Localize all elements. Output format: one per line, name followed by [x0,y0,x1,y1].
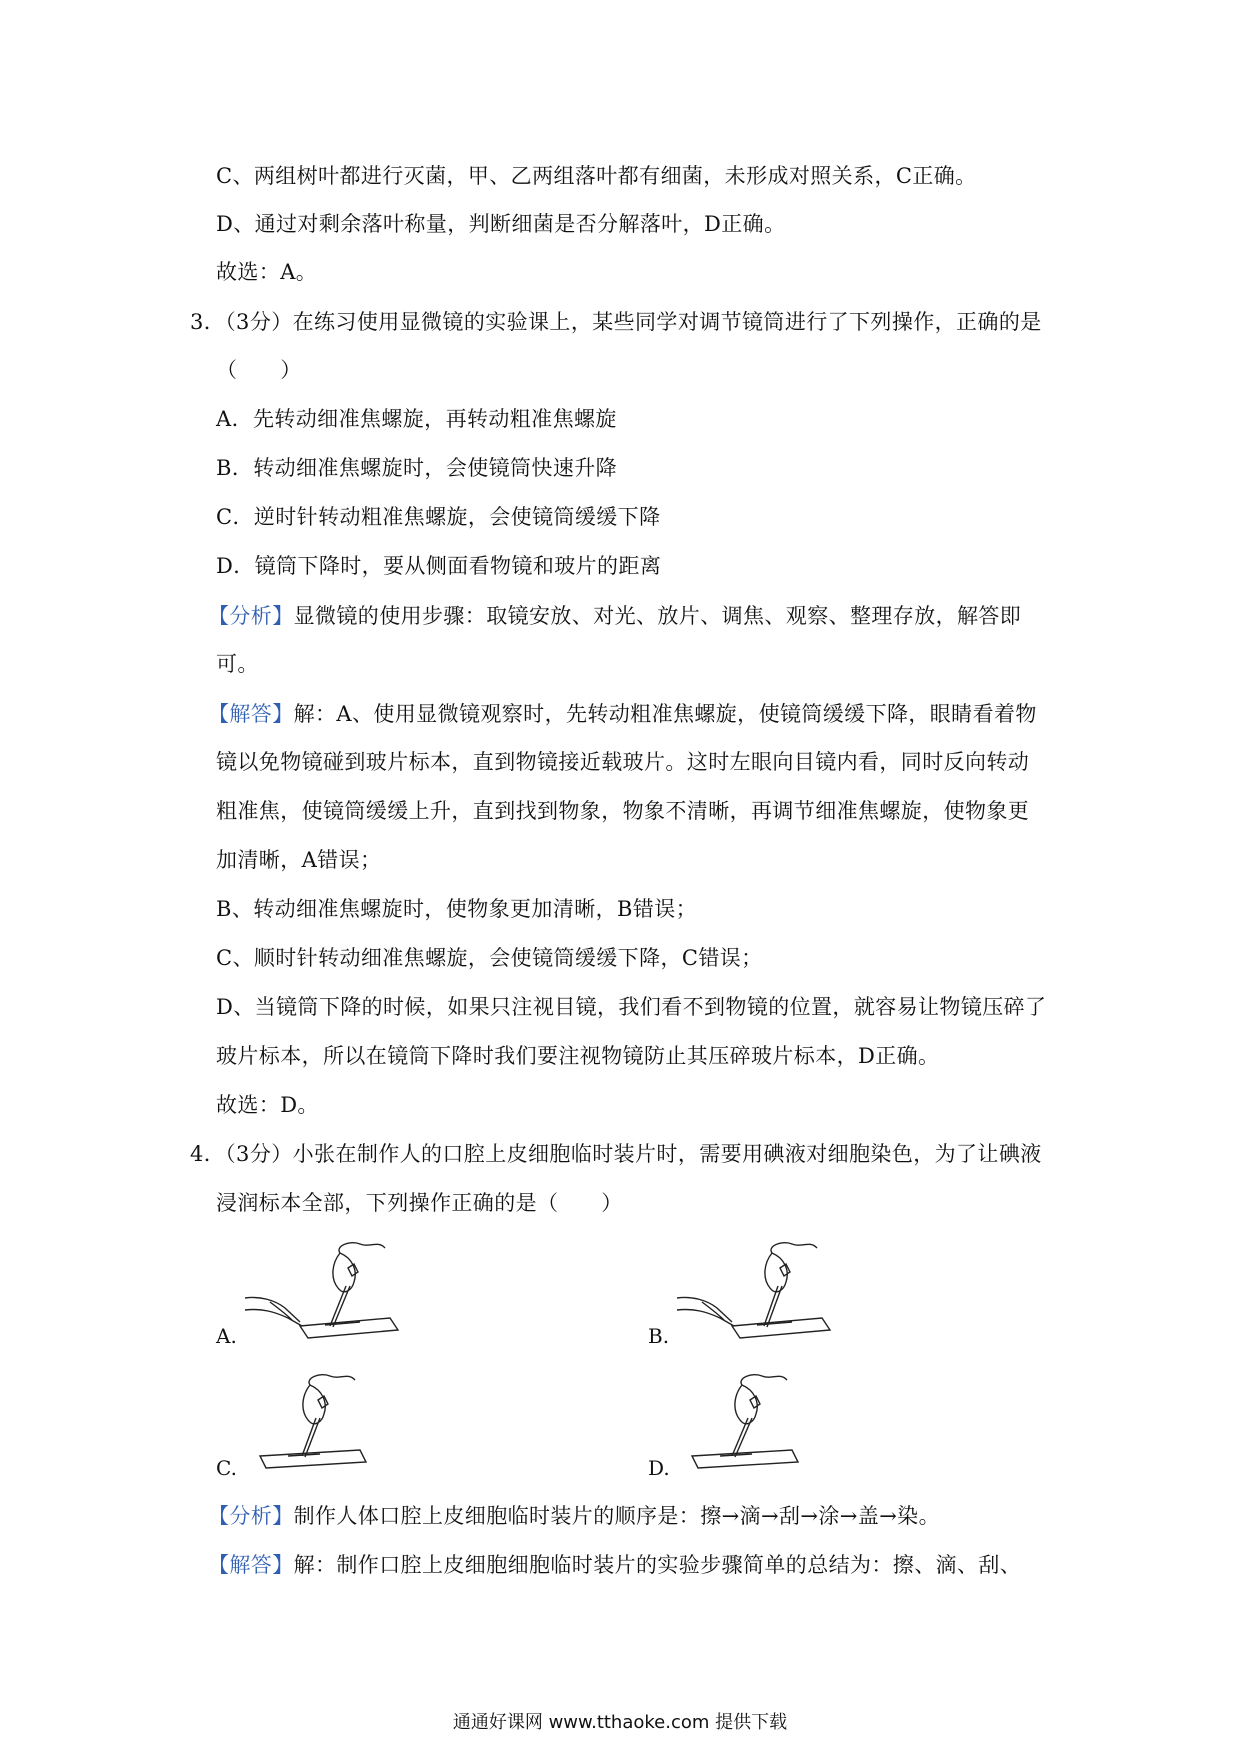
q4-option-label-b: B. [648,1324,670,1348]
q4-solution-line-1 [208,1551,1021,1579]
q3-solution-tag: 【解答】 [208,702,294,726]
q4-stem-line-2: 浸润标本全部，下列操作正确的是（ ） [216,1191,623,1215]
q4-solution-tag: 【解答】 [208,1553,294,1577]
q4-option-label-c: C. [216,1456,237,1480]
q3-solution-line-c: C、顺时针转动细准焦螺旋，会使镜筒缓缓下降，C错误； [216,946,763,970]
q4-figure-d [672,1370,842,1480]
q3-option-b: B．转动细准焦螺旋时，会使镜筒快速升降 [216,456,618,480]
prev-solution-line-c: C、两组树叶都进行灭菌，甲、乙两组落叶都有细菌，未形成对照关系，C正确。 [216,164,977,188]
q3-solution-line-2: 镜以免物镜碰到玻片标本，直到物镜接近载玻片。这时左眼向目镜内看，同时反向转动 [216,750,1030,774]
q3-solution-line-3: 粗准焦，使镜筒缓缓上升，直到找到物象，物象不清晰，再调节细准焦螺旋，使物象更 [216,799,1030,823]
q4-analysis-text: 制作人体口腔上皮细胞临时装片的顺序是：擦→滴→刮→涂→盖→染。 [293,1504,940,1528]
q4-option-label-a: A. [216,1324,237,1348]
q3-analysis-line-1 [208,602,1021,630]
q3-option-c: C．逆时针转动粗准焦螺旋，会使镜筒缓缓下降 [216,505,661,529]
q3-analysis-text: 显微镜的使用步骤：取镜安放、对光、放片、调焦、观察、整理存放，解答即 [293,604,1022,628]
q3-analysis-tag: 【分析】 [208,604,294,628]
q3-option-d: D．镜筒下降时，要从侧面看物镜和玻片的距离 [216,554,662,578]
q3-solution-text: 解：A、使用显微镜观察时，先转动粗准焦螺旋，使镜筒缓缓下降，眼睛看着物 [293,702,1037,726]
q4-figure-b [672,1238,842,1348]
q4-figure-c [240,1370,410,1480]
q4-figure-a [240,1238,410,1348]
q3-stem-line-2: （ ） [216,358,302,382]
q3-solution-line-b: B、转动细准焦螺旋时，使物象更加清晰，B错误； [216,897,698,921]
page-footer: 通通好课网 www.tthaoke.com 提供下载 [452,1712,788,1733]
q3-option-a: A．先转动细准焦螺旋，再转动粗准焦螺旋 [216,407,617,431]
q4-analysis-tag: 【分析】 [208,1504,294,1528]
q3-answer: 故选：D。 [216,1093,319,1117]
q4-solution-text: 解：制作口腔上皮细胞细胞临时装片的实验步骤简单的总结为：擦、滴、刮、 [293,1553,1022,1577]
q4-stem-line-1: 4．（3分）小张在制作人的口腔上皮细胞临时装片时，需要用碘液对细胞染色，为了让碘液 [190,1142,1042,1166]
q3-solution-line-d1: D、当镜筒下降的时候，如果只注视目镜，我们看不到物镜的位置，就容易让物镜压碎了 [216,995,1047,1019]
q3-solution-line-d2: 玻片标本，所以在镜筒下降时我们要注视物镜防止其压碎玻片标本，D正确。 [216,1044,940,1068]
q3-solution-line-1 [208,700,1037,728]
q3-analysis-line-2: 可。 [216,652,259,676]
q4-option-label-d: D. [648,1456,670,1480]
prev-solution-line-d: D、通过对剩余落叶称量，判断细菌是否分解落叶，D正确。 [216,212,786,236]
prev-answer: 故选：A。 [216,260,318,284]
q4-analysis-line-1 [208,1502,940,1530]
q3-stem-line-1: 3．（3分）在练习使用显微镜的实验课上，某些同学对调节镜筒进行了下列操作，正确的是 [190,310,1042,334]
q3-solution-line-4: 加清晰，A错误； [216,848,382,872]
